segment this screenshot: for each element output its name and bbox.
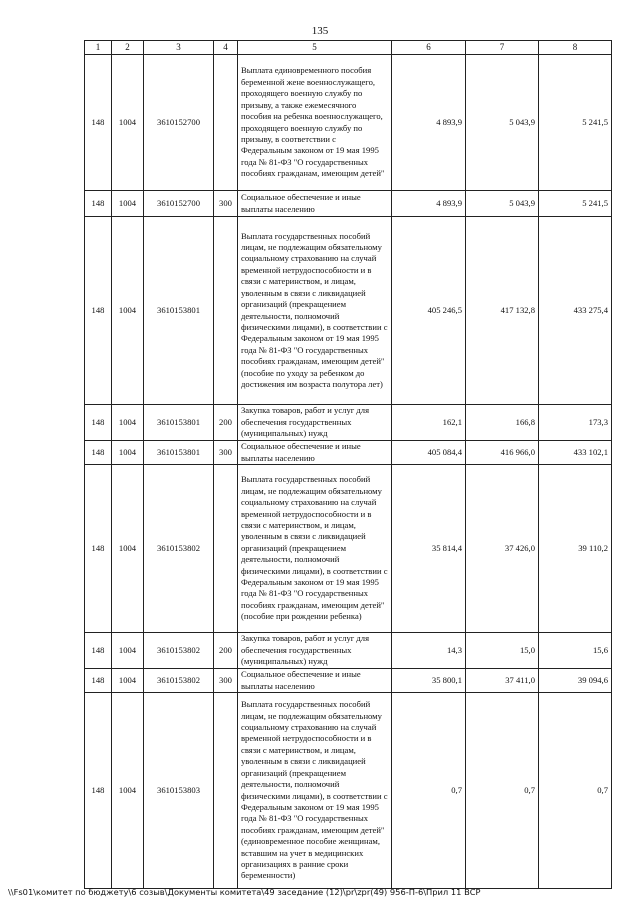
table-row xyxy=(85,465,612,633)
header-cell: 7 xyxy=(466,41,539,55)
amount-year3-cell: 5 241,5 xyxy=(539,55,612,191)
section-code-cell: 1004 xyxy=(112,465,144,633)
amount-year2-cell: 37 411,0 xyxy=(466,669,539,693)
amount-year3-cell: 15,6 xyxy=(539,633,612,669)
amount-year2-cell: 416 966,0 xyxy=(466,441,539,465)
section-code-cell: 1004 xyxy=(112,217,144,405)
amount-year1-cell: 0,7 xyxy=(392,693,466,889)
table-row xyxy=(85,633,612,669)
description-cell: Выплата государственных пособий лицам, не подлежащим обязательному социальному страхованию на случай временной нетрудоспособности и в связи с материнством, и лицам, уволенным в связи с ликвидацией организаций (прекращением деятельности, полномочий физическими лицами), в соответствии с Федеральным законом от 19 мая 1995 года № 81-ФЗ "О государственных пособиях гражданам, имеющим детей" (пособие по уходу за ребенком до достижения им возраста полутора лет) xyxy=(238,217,392,405)
amount-year3-cell: 39 094,6 xyxy=(539,669,612,693)
description-cell: Социальное обеспечение и иные выплаты населению xyxy=(238,441,392,465)
amount-year2-cell: 0,7 xyxy=(466,693,539,889)
ministry-code-cell: 148 xyxy=(85,55,112,191)
section-code-cell: 1004 xyxy=(112,693,144,889)
amount-year3-cell: 173,3 xyxy=(539,405,612,441)
header-cell: 8 xyxy=(539,41,612,55)
target-article-cell: 3610153802 xyxy=(144,465,214,633)
table-row xyxy=(85,669,612,693)
header-cell: 5 xyxy=(238,41,392,55)
amount-year2-cell: 417 132,8 xyxy=(466,217,539,405)
description-cell: Закупка товаров, работ и услуг для обеспечения государственных (муниципальных) нужд xyxy=(238,633,392,669)
expense-type-cell xyxy=(214,217,238,405)
header-cell: 4 xyxy=(214,41,238,55)
description-cell: Закупка товаров, работ и услуг для обеспечения государственных (муниципальных) нужд xyxy=(238,405,392,441)
amount-year1-cell: 162,1 xyxy=(392,405,466,441)
budget-table xyxy=(84,40,612,889)
amount-year3-cell: 433 275,4 xyxy=(539,217,612,405)
amount-year1-cell: 405 246,5 xyxy=(392,217,466,405)
header-cell: 6 xyxy=(392,41,466,55)
expense-type-cell xyxy=(214,693,238,889)
table-row xyxy=(85,191,612,217)
expense-type-cell xyxy=(214,55,238,191)
amount-year2-cell: 5 043,9 xyxy=(466,191,539,217)
section-code-cell: 1004 xyxy=(112,55,144,191)
target-article-cell: 3610153802 xyxy=(144,669,214,693)
amount-year3-cell: 39 110,2 xyxy=(539,465,612,633)
table-header-row xyxy=(85,41,612,55)
page-number: 135 xyxy=(311,25,329,37)
table-row xyxy=(85,217,612,405)
ministry-code-cell: 148 xyxy=(85,669,112,693)
expense-type-cell xyxy=(214,465,238,633)
expense-type-cell: 200 xyxy=(214,633,238,669)
ministry-code-cell: 148 xyxy=(85,217,112,405)
table-row xyxy=(85,405,612,441)
amount-year3-cell: 0,7 xyxy=(539,693,612,889)
section-code-cell: 1004 xyxy=(112,633,144,669)
amount-year1-cell: 35 814,4 xyxy=(392,465,466,633)
section-code-cell: 1004 xyxy=(112,191,144,217)
expense-type-cell: 200 xyxy=(214,405,238,441)
section-code-cell: 1004 xyxy=(112,669,144,693)
header-cell: 3 xyxy=(144,41,214,55)
header-cell: 2 xyxy=(112,41,144,55)
section-code-cell: 1004 xyxy=(112,405,144,441)
table-row xyxy=(85,441,612,465)
amount-year1-cell: 4 893,9 xyxy=(392,55,466,191)
table-row xyxy=(85,693,612,889)
target-article-cell: 3610152700 xyxy=(144,191,214,217)
table-row xyxy=(85,55,612,191)
amount-year2-cell: 5 043,9 xyxy=(466,55,539,191)
target-article-cell: 3610153802 xyxy=(144,633,214,669)
amount-year2-cell: 166,8 xyxy=(466,405,539,441)
expense-type-cell: 300 xyxy=(214,191,238,217)
ministry-code-cell: 148 xyxy=(85,441,112,465)
amount-year3-cell: 433 102,1 xyxy=(539,441,612,465)
amount-year1-cell: 14,3 xyxy=(392,633,466,669)
target-article-cell: 3610153801 xyxy=(144,217,214,405)
description-cell: Выплата государственных пособий лицам, не подлежащим обязательному социальному страхованию на случай временной нетрудоспособности и в связи с материнством, и лицам, уволенным в связи с ликвидацией организаций (прекращением деятельности, полномочий физическими лицами), в соответствии с Федеральным законом от 19 мая 1995 года № 81-ФЗ "О государственных пособиях гражданам, имеющим детей" (единовременное пособие женщинам, вставшим на учет в медицинских организациях в ранние сроки беременности) xyxy=(238,693,392,889)
section-code-cell: 1004 xyxy=(112,441,144,465)
amount-year1-cell: 405 084,4 xyxy=(392,441,466,465)
expense-type-cell: 300 xyxy=(214,669,238,693)
ministry-code-cell: 148 xyxy=(85,465,112,633)
target-article-cell: 3610153801 xyxy=(144,405,214,441)
amount-year1-cell: 35 800,1 xyxy=(392,669,466,693)
description-cell: Социальное обеспечение и иные выплаты населению xyxy=(238,191,392,217)
amount-year1-cell: 4 893,9 xyxy=(392,191,466,217)
description-cell: Выплата государственных пособий лицам, не подлежащим обязательному социальному страхованию на случай временной нетрудоспособности и в связи с материнством, и лицам, уволенным в связи с ликвидацией организаций (прекращением деятельности, полномочий физическими лицами), в соответствии с Федеральным законом от 19 мая 1995 года № 81-ФЗ "О государственных пособиях гражданам, имеющим детей" (пособие при рождении ребенка) xyxy=(238,465,392,633)
amount-year2-cell: 37 426,0 xyxy=(466,465,539,633)
target-article-cell: 3610152700 xyxy=(144,55,214,191)
ministry-code-cell: 148 xyxy=(85,633,112,669)
amount-year2-cell: 15,0 xyxy=(466,633,539,669)
expense-type-cell: 300 xyxy=(214,441,238,465)
description-cell: Выплата единовременного пособия беременной жене военнослужащего, проходящего военную службу по призыву, а также ежемесячного пособия на ребенка военнослужащего, проходящего военную службу по призыву, в соответствии с Федеральным законом от 19 мая 1995 года № 81-ФЗ "О государственных пособиях гражданам, имеющим детей" xyxy=(238,55,392,191)
target-article-cell: 3610153801 xyxy=(144,441,214,465)
description-cell: Социальное обеспечение и иные выплаты населению xyxy=(238,669,392,693)
ministry-code-cell: 148 xyxy=(85,693,112,889)
file-path-footer: \\Fs01\комитет по бюджету\6 созыв\Документы комитета\49 заседание (12)\pr\zpr(49) 956-П-6\Прил 11 ВСР xyxy=(8,887,481,897)
amount-year3-cell: 5 241,5 xyxy=(539,191,612,217)
target-article-cell: 3610153803 xyxy=(144,693,214,889)
ministry-code-cell: 148 xyxy=(85,405,112,441)
header-cell: 1 xyxy=(85,41,112,55)
ministry-code-cell: 148 xyxy=(85,191,112,217)
